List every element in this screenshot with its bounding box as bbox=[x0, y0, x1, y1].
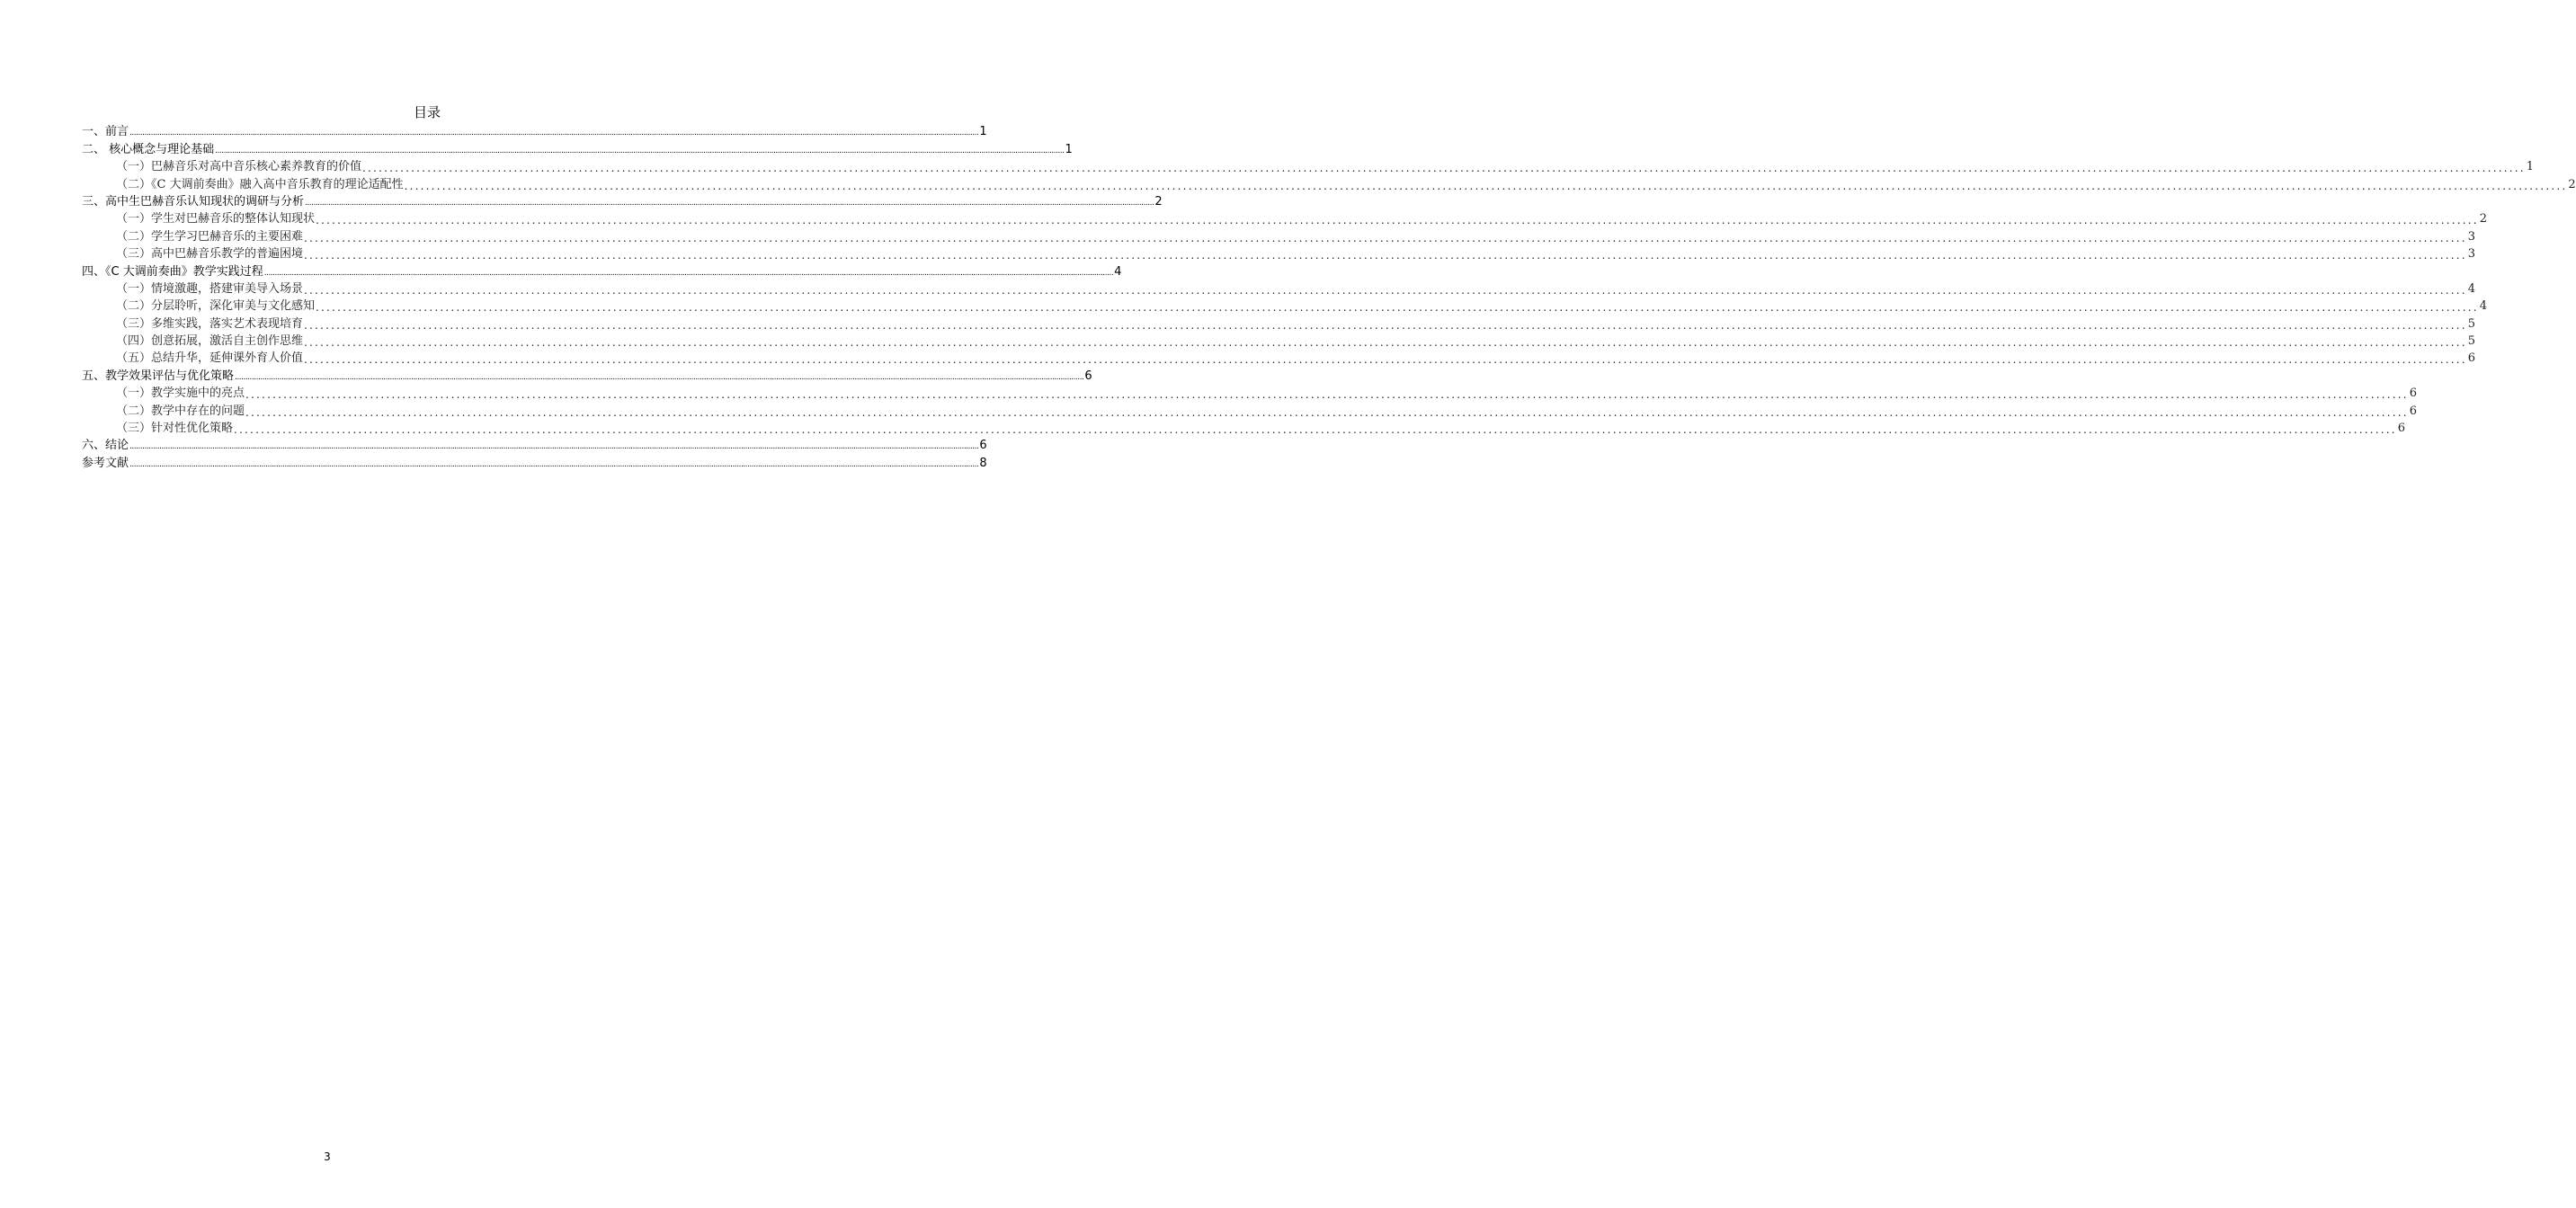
toc-entry-label: （五）总结升华，延伸课外育人价值 bbox=[116, 351, 304, 366]
table-of-contents bbox=[82, 122, 2576, 471]
toc-entry-page-number: 4 bbox=[1114, 264, 1122, 279]
toc-entry-label: （二）学生学习巴赫音乐的主要困难 bbox=[116, 229, 304, 244]
toc-dot-leader: ................................................................................................................................................................................................................................................................................................................................................................................................................ bbox=[362, 162, 2526, 175]
toc-dot-leader: ................................................................................................................................................................................................................................................................................................................................................................................................................ bbox=[304, 231, 2467, 244]
toc-entry-label: （一）教学实施中的亮点 bbox=[116, 386, 245, 401]
toc-entry-section[interactable] bbox=[82, 157, 2535, 175]
toc-entry-label: （一）巴赫音乐对高中音乐核心素养教育的价值 bbox=[116, 160, 362, 174]
toc-entry-label: 一、前言 bbox=[82, 125, 129, 139]
toc-entry-page-number: 5 bbox=[2467, 316, 2476, 331]
toc-dot-leader: ................................................................................................................................................................................................................................................................................................................................................................................................................ bbox=[304, 318, 2467, 332]
page-number-footer: 3 bbox=[324, 1150, 331, 1163]
toc-entry-page-number: 6 bbox=[2409, 404, 2418, 418]
toc-entry-chapter[interactable] bbox=[82, 139, 1073, 156]
toc-entry-page-number: 6 bbox=[2409, 386, 2418, 401]
toc-entry-page-number: 4 bbox=[2467, 281, 2476, 296]
toc-title: 目录 bbox=[413, 104, 441, 120]
toc-dot-leader: ................................................................................................................................................................................................................................................................................................................................................................................................................ bbox=[305, 198, 1154, 208]
toc-entry-label: （一）情境激趣，搭建审美导入场景 bbox=[116, 281, 304, 296]
toc-entry-label: 二、 核心概念与理论基础 bbox=[82, 142, 215, 156]
toc-entry-label: （三）多维实践，落实艺术表现培育 bbox=[116, 316, 304, 331]
toc-entry-chapter[interactable] bbox=[82, 366, 1092, 383]
toc-entry-page-number: 6 bbox=[2467, 351, 2476, 366]
toc-entry-page-number: 1 bbox=[979, 125, 987, 139]
toc-entry-section[interactable] bbox=[82, 297, 2488, 315]
toc-dot-leader: ................................................................................................................................................................................................................................................................................................................................................................................................................ bbox=[304, 283, 2467, 297]
toc-entry-section[interactable] bbox=[82, 209, 2488, 227]
toc-entry-label: 六、结论 bbox=[82, 439, 129, 453]
toc-entry-page-number: 6 bbox=[2397, 422, 2406, 436]
toc-dot-leader: ................................................................................................................................................................................................................................................................................................................................................................................................................ bbox=[129, 442, 979, 452]
toc-entry-section[interactable] bbox=[82, 280, 2476, 297]
toc-dot-leader: ................................................................................................................................................................................................................................................................................................................................................................................................................ bbox=[234, 423, 2397, 437]
toc-entry-label: （二）分层聆听，深化审美与文化感知 bbox=[116, 299, 316, 314]
toc-entry-page-number: 3 bbox=[2467, 247, 2476, 262]
toc-entry-page-number: 5 bbox=[2467, 334, 2476, 349]
toc-entry-page-number: 6 bbox=[1084, 369, 1092, 383]
toc-entry-chapter[interactable] bbox=[82, 453, 987, 470]
toc-entry-section[interactable] bbox=[82, 314, 2476, 332]
toc-entry-section[interactable] bbox=[82, 332, 2476, 350]
toc-entry-page-number: 3 bbox=[2467, 229, 2476, 244]
toc-entry-label: （二）教学中存在的问题 bbox=[116, 404, 245, 418]
toc-entry-chapter[interactable] bbox=[82, 436, 987, 453]
toc-entry-page-number: 1 bbox=[1065, 142, 1073, 156]
toc-dot-leader: ................................................................................................................................................................................................................................................................................................................................................................................................................ bbox=[304, 336, 2467, 350]
toc-dot-leader: ................................................................................................................................................................................................................................................................................................................................................................................................................ bbox=[245, 388, 2409, 402]
toc-entry-label: 参考文献 bbox=[82, 456, 129, 470]
toc-dot-leader: ................................................................................................................................................................................................................................................................................................................................................................................................................ bbox=[129, 129, 979, 138]
toc-dot-leader: ................................................................................................................................................................................................................................................................................................................................................................................................................ bbox=[316, 301, 2479, 315]
toc-entry-page-number: 1 bbox=[2526, 160, 2535, 174]
toc-entry-section[interactable] bbox=[82, 226, 2476, 244]
toc-dot-leader: ................................................................................................................................................................................................................................................................................................................................................................................................................ bbox=[129, 459, 979, 469]
toc-entry-chapter[interactable] bbox=[82, 122, 987, 139]
toc-entry-label: 五、教学效果评估与优化策略 bbox=[82, 369, 235, 383]
toc-dot-leader: ................................................................................................................................................................................................................................................................................................................................................................................................................ bbox=[404, 179, 2568, 192]
toc-entry-section[interactable] bbox=[82, 419, 2406, 437]
toc-entry-page-number: 4 bbox=[2479, 299, 2488, 314]
toc-dot-leader: ................................................................................................................................................................................................................................................................................................................................................................................................................ bbox=[245, 405, 2409, 419]
toc-entry-section[interactable] bbox=[82, 401, 2418, 419]
toc-dot-leader: ................................................................................................................................................................................................................................................................................................................................................................................................................ bbox=[304, 353, 2467, 367]
toc-entry-label: （二）《C 大调前奏曲》融入高中音乐教育的理论适配性 bbox=[116, 177, 404, 191]
toc-entry-page-number: 6 bbox=[979, 439, 987, 453]
toc-entry-section[interactable] bbox=[82, 349, 2476, 367]
toc-dot-leader: ................................................................................................................................................................................................................................................................................................................................................................................................................ bbox=[235, 372, 1084, 382]
toc-dot-leader: ................................................................................................................................................................................................................................................................................................................................................................................................................ bbox=[316, 214, 2479, 227]
toc-entry-page-number: 2 bbox=[2479, 212, 2488, 226]
toc-dot-leader: ................................................................................................................................................................................................................................................................................................................................................................................................................ bbox=[263, 268, 1114, 278]
toc-entry-label: （一）学生对巴赫音乐的整体认知现状 bbox=[116, 212, 316, 226]
toc-entry-page-number: 8 bbox=[979, 456, 987, 470]
toc-entry-chapter[interactable] bbox=[82, 262, 1122, 279]
toc-entry-page-number: 2 bbox=[1154, 194, 1163, 209]
toc-entry-label: （三）针对性优化策略 bbox=[116, 422, 234, 436]
toc-entry-section[interactable] bbox=[82, 244, 2476, 262]
toc-entry-label: （四）创意拓展，激活自主创作思维 bbox=[116, 334, 304, 349]
toc-dot-leader: ................................................................................................................................................................................................................................................................................................................................................................................................................ bbox=[304, 249, 2467, 262]
toc-entry-page-number: 2 bbox=[2568, 177, 2576, 191]
toc-dot-leader: ................................................................................................................................................................................................................................................................................................................................................................................................................ bbox=[215, 146, 1065, 155]
toc-entry-label: 四、《C 大调前奏曲》教学实践过程 bbox=[82, 264, 263, 279]
toc-entry-section[interactable] bbox=[82, 174, 2576, 192]
toc-entry-label: （三）高中巴赫音乐教学的普遍困境 bbox=[116, 247, 304, 262]
toc-entry-section[interactable] bbox=[82, 384, 2418, 402]
toc-entry-chapter[interactable] bbox=[82, 192, 1163, 209]
toc-entry-label: 三、高中生巴赫音乐认知现状的调研与分析 bbox=[82, 194, 305, 209]
